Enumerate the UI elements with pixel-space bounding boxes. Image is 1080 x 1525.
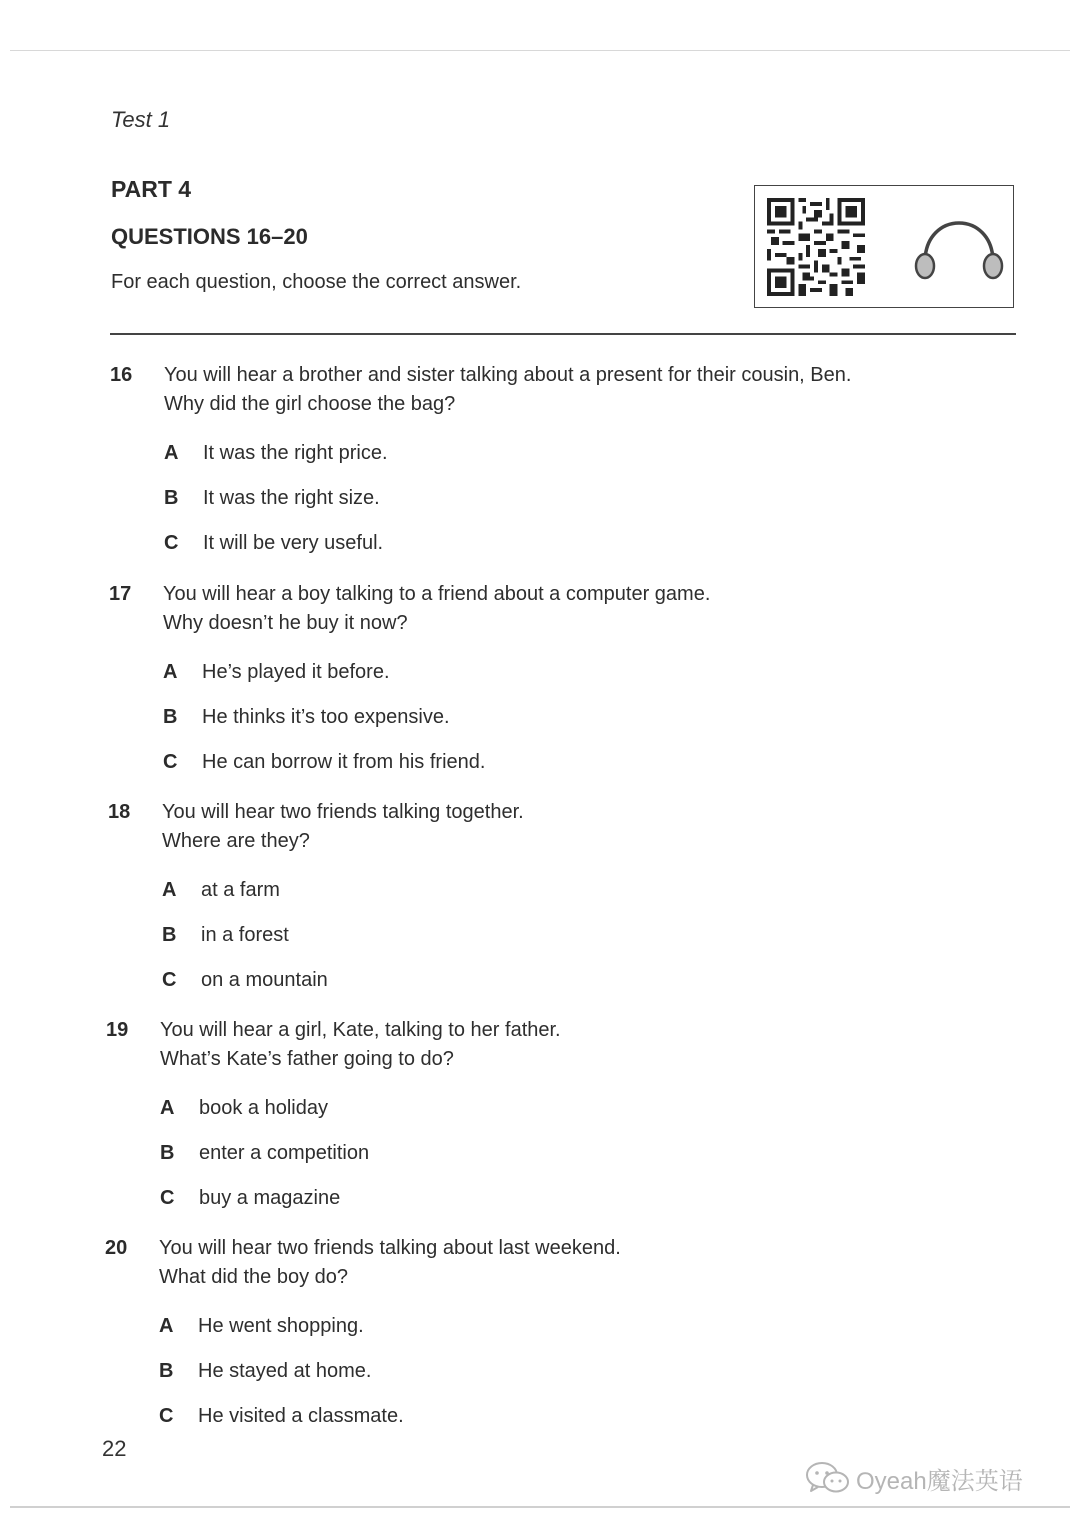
option-letter: C bbox=[164, 532, 179, 554]
option-text: enter a competition bbox=[199, 1142, 370, 1164]
scan-edge-bottom bbox=[10, 1506, 1070, 1508]
option-letter: B bbox=[160, 1142, 175, 1164]
option-text: He went shopping. bbox=[198, 1315, 364, 1337]
option-text: buy a magazine bbox=[199, 1187, 341, 1209]
wechat-icon bbox=[804, 1460, 852, 1496]
questions-range: QUESTIONS 16–20 bbox=[111, 224, 308, 249]
watermark bbox=[804, 1458, 1023, 1498]
part-title: PART 4 bbox=[111, 176, 192, 202]
option-letter: B bbox=[162, 924, 177, 946]
option-text: in a forest bbox=[201, 924, 289, 946]
question-context: You will hear two friends talking about last weekend. bbox=[159, 1237, 621, 1259]
option-letter: C bbox=[163, 751, 178, 773]
option-text: He visited a classmate. bbox=[198, 1405, 404, 1427]
question-prompt bbox=[162, 798, 524, 856]
option-text: book a holiday bbox=[199, 1097, 328, 1119]
question-number: 18 bbox=[108, 801, 131, 823]
section-divider bbox=[110, 333, 1016, 335]
option-letter: A bbox=[162, 879, 177, 901]
option-letter: C bbox=[160, 1187, 175, 1209]
option-letter: A bbox=[160, 1097, 175, 1119]
option-letter: B bbox=[164, 487, 179, 509]
question-number: 17 bbox=[109, 583, 132, 605]
option-text: He’s played it before. bbox=[202, 661, 390, 683]
option-letter: A bbox=[163, 661, 178, 683]
option-text: It was the right size. bbox=[203, 487, 380, 509]
option-letter: B bbox=[163, 706, 178, 728]
option-letter: B bbox=[159, 1360, 174, 1382]
page-number: 22 bbox=[102, 1436, 127, 1461]
test-label: Test 1 bbox=[111, 107, 171, 132]
option-text: It will be very useful. bbox=[203, 532, 384, 554]
option-text: at a farm bbox=[201, 879, 280, 901]
question-text: What’s Kate’s father going to do? bbox=[160, 1048, 454, 1070]
scan-edge-top bbox=[10, 50, 1070, 51]
question-prompt bbox=[163, 580, 710, 638]
question-number: 19 bbox=[106, 1019, 129, 1041]
question-prompt bbox=[164, 361, 851, 419]
audio-box bbox=[754, 185, 1014, 308]
watermark-text: Oyeah魔法英语 bbox=[856, 1467, 1023, 1495]
option-letter: A bbox=[159, 1315, 174, 1337]
qr-code-icon[interactable] bbox=[767, 198, 865, 296]
option-text: on a mountain bbox=[201, 969, 328, 991]
option-text: He can borrow it from his friend. bbox=[202, 751, 486, 773]
option-text: He stayed at home. bbox=[198, 1360, 372, 1382]
option-letter: C bbox=[159, 1405, 174, 1427]
question-context: You will hear two friends talking together. bbox=[162, 801, 524, 823]
question-number: 20 bbox=[105, 1237, 128, 1259]
question-text: Where are they? bbox=[162, 830, 310, 852]
question-context: You will hear a brother and sister talking about a present for their cousin, Ben. bbox=[164, 364, 852, 386]
question-context: You will hear a boy talking to a friend about a computer game. bbox=[163, 583, 711, 605]
question-text: Why doesn’t he buy it now? bbox=[163, 612, 408, 634]
question-text: Why did the girl choose the bag? bbox=[164, 393, 456, 415]
question-context: You will hear a girl, Kate, talking to her father. bbox=[160, 1019, 561, 1041]
option-text: He thinks it’s too expensive. bbox=[202, 706, 450, 728]
option-text: It was the right price. bbox=[203, 442, 388, 464]
question-prompt bbox=[160, 1016, 561, 1074]
question-prompt bbox=[159, 1234, 621, 1292]
headphones-icon[interactable] bbox=[913, 210, 1005, 286]
option-letter: C bbox=[162, 969, 177, 991]
question-text: What did the boy do? bbox=[159, 1266, 349, 1288]
instruction-text: For each question, choose the correct answer. bbox=[111, 271, 522, 293]
question-number: 16 bbox=[110, 364, 133, 386]
option-letter: A bbox=[164, 442, 179, 464]
